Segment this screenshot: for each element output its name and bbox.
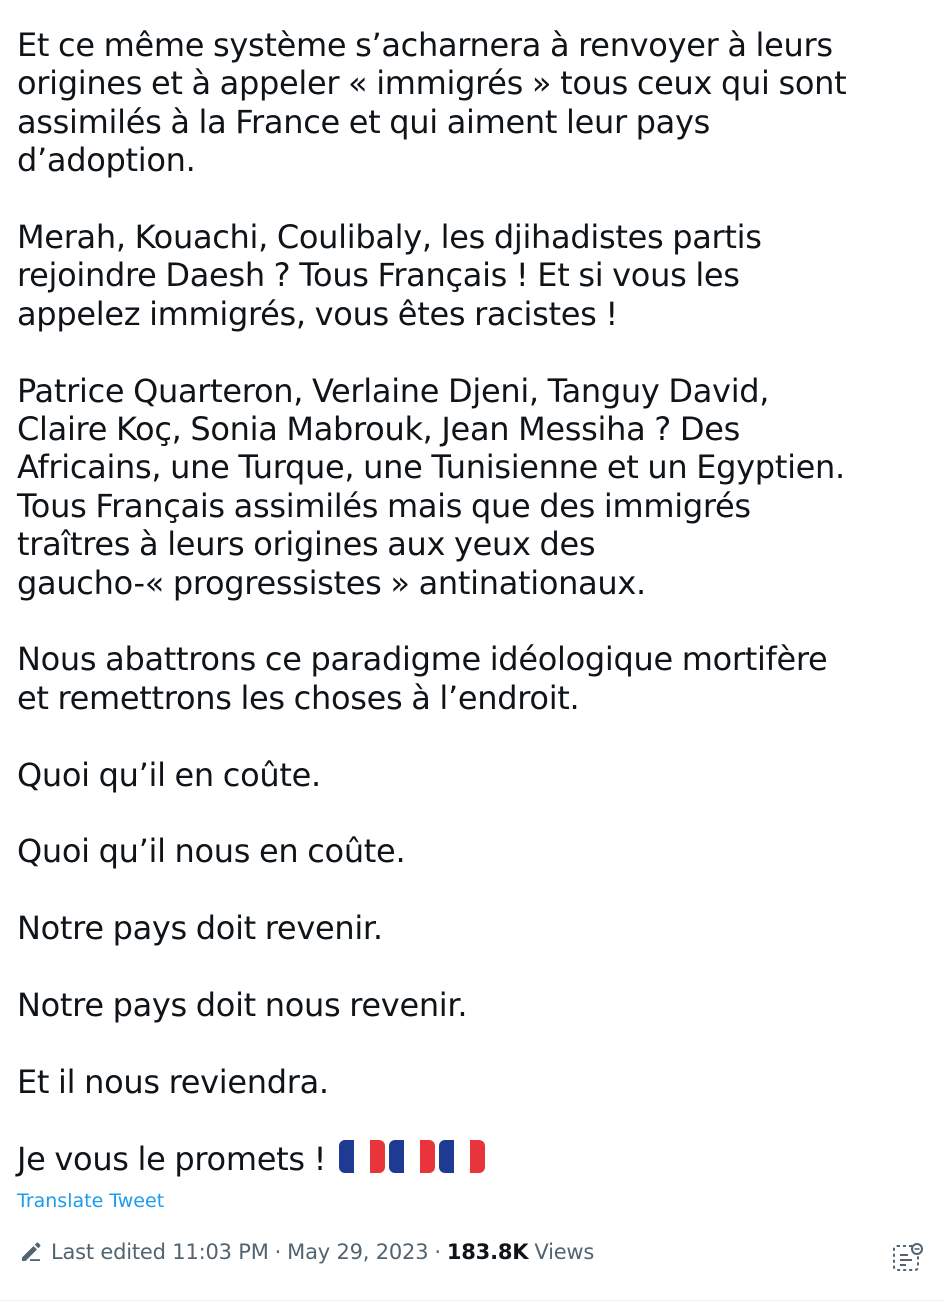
translate-tweet-link[interactable]: Translate Tweet	[17, 1190, 165, 1212]
tweet-meta	[19, 1240, 594, 1264]
tweet-paragraph	[17, 832, 932, 870]
tweet-paragraph	[17, 26, 932, 180]
tweet-line: origines et à appeler « immigrés » tous ceux qui sont	[17, 64, 847, 103]
tweet-line: rejoindre Daesh ? Tous Français ! Et si vous les	[17, 256, 740, 295]
views-label: Views	[534, 1240, 595, 1264]
tweet-text	[17, 26, 932, 1178]
tweet-paragraph	[17, 756, 932, 794]
tweet-paragraph	[17, 218, 932, 333]
tweet-line: gaucho-« progressistes » antinationaux.	[17, 563, 646, 602]
tweet-paragraph	[17, 909, 932, 947]
tweet-closing-paragraph	[17, 1140, 932, 1178]
pencil-icon	[19, 1240, 43, 1264]
tweet-line: Quoi qu’il en coûte.	[17, 755, 321, 794]
tweet-paragraph	[17, 640, 932, 717]
french-flag-icon	[389, 1140, 435, 1173]
tweet-line: Nous abattrons ce paradigme idéologique mortifère	[17, 640, 828, 679]
tweet-paragraph	[17, 372, 932, 602]
tweet-date[interactable]: May 29, 2023	[287, 1240, 429, 1264]
divider	[0, 1300, 944, 1301]
closing-text: Je vous le promets !	[17, 1139, 327, 1178]
tweet-paragraph	[17, 986, 932, 1024]
tweet-line: Quoi qu’il nous en coûte.	[17, 832, 406, 871]
flag-emoji-group	[339, 1140, 485, 1173]
french-flag-icon	[439, 1140, 485, 1173]
separator: ·	[274, 1240, 282, 1264]
tweet-line: Et il nous reviendra.	[17, 1062, 329, 1101]
tweet-line: Merah, Kouachi, Coulibaly, les djihadistes partis	[17, 218, 762, 257]
tweet-line: appelez immigrés, vous êtes racistes !	[17, 294, 618, 333]
french-flag-icon	[339, 1140, 385, 1173]
tweet-line: Notre pays doit revenir.	[17, 909, 383, 948]
tweet-line: d’adoption.	[17, 141, 196, 180]
analytics-icon[interactable]	[892, 1242, 924, 1274]
tweet-line: assimilés à la France et qui aiment leur pays	[17, 102, 711, 141]
tweet-line: Notre pays doit nous revenir.	[17, 986, 468, 1025]
tweet-time[interactable]: 11:03 PM	[172, 1240, 269, 1264]
tweet-line: Claire Koç, Sonia Mabrouk, Jean Messiha ? Des	[17, 410, 740, 449]
tweet-paragraph	[17, 1063, 932, 1101]
tweet-line: et remettrons les choses à l’endroit.	[17, 678, 580, 717]
tweet-line: traîtres à leurs origines aux yeux des	[17, 525, 596, 564]
views-count: 183.8K	[446, 1240, 529, 1264]
separator: ·	[434, 1240, 441, 1264]
tweet-line: Et ce même système s’acharnera à renvoyer à leurs	[17, 26, 833, 64]
tweet-line: Africains, une Turque, une Tunisienne et un Egyptien.	[17, 448, 845, 487]
tweet-line: Patrice Quarteron, Verlaine Djeni, Tanguy David,	[17, 371, 770, 410]
tweet-line: Tous Français assimilés mais que des immigrés	[17, 486, 751, 525]
edited-label[interactable]: Last edited	[51, 1240, 166, 1264]
